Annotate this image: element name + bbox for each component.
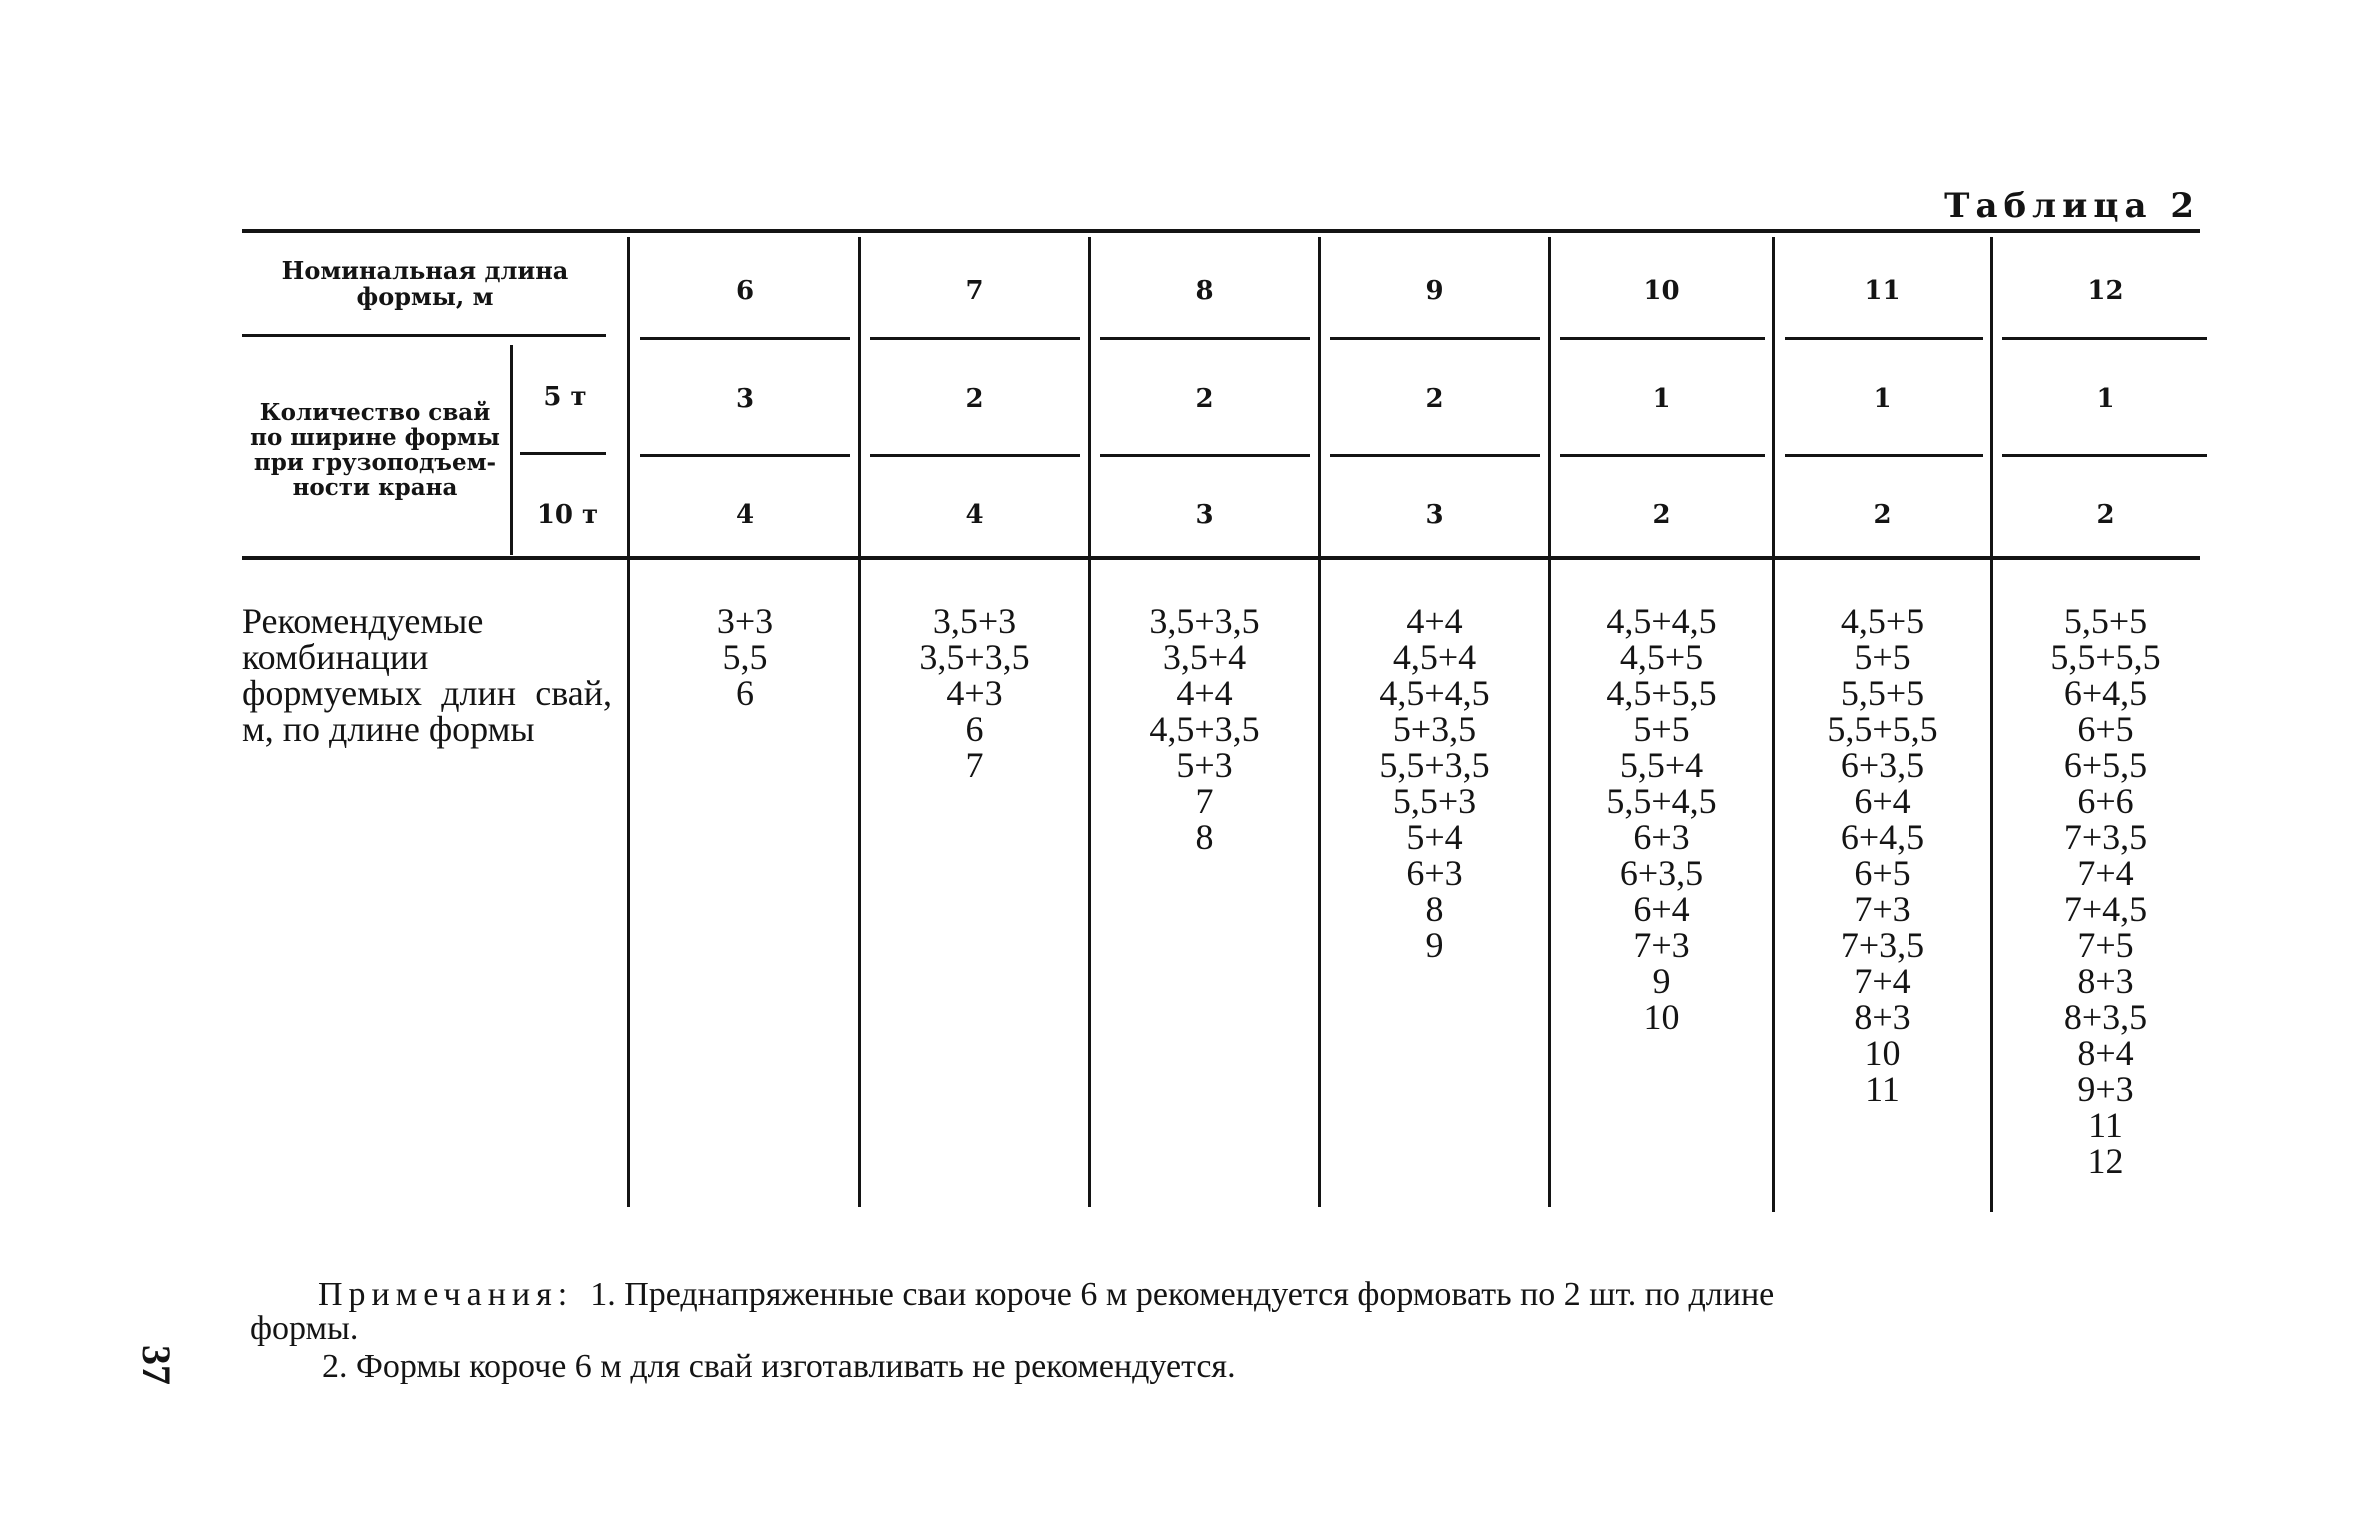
length-12: 12 (2087, 276, 2124, 306)
combo-column-6 (630, 603, 860, 711)
combo-item: 3,5+4 (1162, 637, 1247, 677)
combo-item: 5+4 (1406, 817, 1463, 857)
row-rule-2 (640, 454, 850, 457)
col-divider-1 (627, 237, 630, 1207)
row-rule-1 (870, 337, 1080, 340)
recommended-label: Рекомендуемые комбинации формуемых длин свай, м, по длине формы (242, 601, 612, 749)
combo-item: 7+4,5 (2063, 889, 2148, 929)
count-5t-12: 1 (2096, 384, 2115, 414)
combo-column-12 (1993, 603, 2218, 1179)
combo-item: 10 (1643, 997, 1680, 1037)
combo-item: 5+5 (1633, 709, 1690, 749)
count-header-label: Количество свай по ширине формы при грузоподъем-ности крана (250, 399, 500, 501)
row-rule-2 (2002, 454, 2207, 457)
crane-5t-label: 5 т (543, 382, 587, 412)
combo-item: 7 (965, 745, 984, 785)
combo-item: 6+3 (1406, 853, 1463, 893)
combo-item: 7+3 (1854, 889, 1911, 929)
combo-item: 8+3,5 (2063, 997, 2148, 1037)
combo-item: 7+3 (1633, 925, 1690, 965)
length-7: 7 (965, 276, 984, 306)
length-10: 10 (1643, 276, 1680, 306)
combo-item: 8+3 (1854, 997, 1911, 1037)
combo-item: 9 (1652, 961, 1671, 1001)
row-rule-1 (1100, 337, 1310, 340)
combo-item: 7+4 (1854, 961, 1911, 1001)
count-5t-7: 2 (965, 384, 984, 414)
table-top-rule (242, 229, 2200, 233)
crane-10t-label: 10 т (536, 500, 599, 530)
combo-item: 5+3 (1176, 745, 1233, 785)
combo-column-8 (1091, 603, 1318, 855)
note-1-continuation: формы. (250, 1310, 359, 1347)
table-caption: Таблица 2 (1944, 186, 2200, 226)
count-10t-9: 3 (1425, 500, 1444, 530)
page-number: 37 (134, 1345, 179, 1385)
combo-item: 4+4 (1176, 673, 1233, 713)
row-rule-2 (870, 454, 1080, 457)
crane-divider (510, 345, 513, 555)
count-10t-8: 3 (1195, 500, 1214, 530)
count-10t-6: 4 (735, 500, 755, 530)
combo-column-7 (861, 603, 1088, 783)
note-2: 2. Формы короче 6 м для свай изготавливать не рекомендуется. (322, 1348, 1236, 1385)
combo-item: 4,5+5 (1840, 601, 1925, 641)
length-header-label: Номинальная длина формы, м (281, 256, 569, 311)
row-rule-1 (1785, 337, 1983, 340)
combo-item: 4,5+5,5 (1606, 673, 1717, 713)
combo-item: 3,5+3 (932, 601, 1017, 641)
row-rule-1 (1330, 337, 1540, 340)
combo-item: 9 (1425, 925, 1444, 965)
combo-item: 8+4 (2077, 1033, 2134, 1073)
combo-item: 4,5+3,5 (1149, 709, 1260, 749)
combo-item: 7+4 (2077, 853, 2134, 893)
notes-line-1 (318, 1277, 1774, 1313)
combo-item: 3,5+3,5 (919, 637, 1030, 677)
row-rule-2 (1560, 454, 1765, 457)
row-rule-2 (1330, 454, 1540, 457)
combo-item: 5,5 (722, 637, 768, 677)
combo-item: 5,5+5 (1840, 673, 1925, 713)
combo-item: 6+3,5 (1619, 853, 1704, 893)
length-9: 9 (1425, 276, 1444, 306)
combo-item: 11 (1865, 1069, 1900, 1109)
combo-item: 12 (2087, 1141, 2124, 1181)
combo-item: 7+5 (2077, 925, 2134, 965)
combo-item: 5+5 (1854, 637, 1911, 677)
row-rule-1 (640, 337, 850, 340)
combo-item: 6+4,5 (2063, 673, 2148, 713)
combo-item: 5,5+4,5 (1606, 781, 1717, 821)
combo-item: 5,5+5,5 (1827, 709, 1938, 749)
header-bottom-rule (242, 556, 2200, 560)
combo-item: 8 (1195, 817, 1214, 857)
combo-item: 4,5+4,5 (1606, 601, 1717, 641)
length-8: 8 (1195, 276, 1214, 306)
combo-item: 6+5,5 (2063, 745, 2148, 785)
combo-item: 11 (2088, 1105, 2123, 1145)
combo-item: 6 (965, 709, 984, 749)
combo-item: 6+3,5 (1840, 745, 1925, 785)
combo-item: 4,5+4 (1392, 637, 1477, 677)
count-10t-12: 2 (2096, 500, 2115, 530)
notes-heading: Примечания: (318, 1276, 574, 1313)
header-rule-left (242, 334, 606, 337)
combo-item: 6+4,5 (1840, 817, 1925, 857)
length-11: 11 (1864, 276, 1901, 306)
combo-item: 7+3,5 (2063, 817, 2148, 857)
combo-item: 4,5+5 (1619, 637, 1704, 677)
crane-split-rule (520, 452, 606, 455)
combo-item: 6+4 (1854, 781, 1911, 821)
row-rule-1 (2002, 337, 2207, 340)
combo-item: 6+4 (1633, 889, 1690, 929)
count-10t-7: 4 (965, 500, 984, 530)
combo-item: 3,5+3,5 (1149, 601, 1260, 641)
combo-item: 3+3 (716, 601, 774, 641)
combo-item: 4+3 (946, 673, 1003, 713)
combo-item: 6 (736, 673, 754, 713)
combo-item: 6+5 (1854, 853, 1911, 893)
combo-item: 5+3,5 (1392, 709, 1477, 749)
combo-column-9 (1321, 603, 1548, 963)
combo-item: 5,5+4 (1619, 745, 1704, 785)
combo-item: 9+3 (2077, 1069, 2134, 1109)
count-5t-9: 2 (1425, 384, 1444, 414)
combo-column-10 (1551, 603, 1772, 1035)
count-5t-8: 2 (1195, 384, 1214, 414)
combo-item: 8 (1425, 889, 1444, 929)
count-5t-6: 3 (735, 384, 755, 414)
count-5t-10: 1 (1652, 384, 1671, 414)
row-rule-2 (1785, 454, 1983, 457)
length-6: 6 (735, 276, 755, 306)
combo-item: 6+3 (1633, 817, 1690, 857)
combo-item: 8+3 (2077, 961, 2134, 1001)
combo-item: 6+6 (2077, 781, 2134, 821)
combo-item: 5,5+3 (1392, 781, 1477, 821)
combo-item: 7+3,5 (1840, 925, 1925, 965)
count-10t-11: 2 (1873, 500, 1892, 530)
count-10t-10: 2 (1652, 500, 1671, 530)
note-1: 1. Преднапряженные сваи короче 6 м рекомендуется формовать по 2 шт. по длине (590, 1276, 1775, 1313)
combo-item: 5,5+3,5 (1379, 745, 1490, 785)
combo-item: 4+4 (1406, 601, 1463, 641)
combo-item: 4,5+4,5 (1379, 673, 1490, 713)
combo-item: 10 (1864, 1033, 1901, 1073)
row-rule-1 (1560, 337, 1765, 340)
combo-item: 5,5+5 (2063, 601, 2148, 641)
combo-item: 6+5 (2077, 709, 2134, 749)
combo-item: 7 (1195, 781, 1214, 821)
combo-column-11 (1775, 603, 1990, 1107)
row-rule-2 (1100, 454, 1310, 457)
count-5t-11: 1 (1873, 384, 1892, 414)
combo-item: 5,5+5,5 (2050, 637, 2161, 677)
